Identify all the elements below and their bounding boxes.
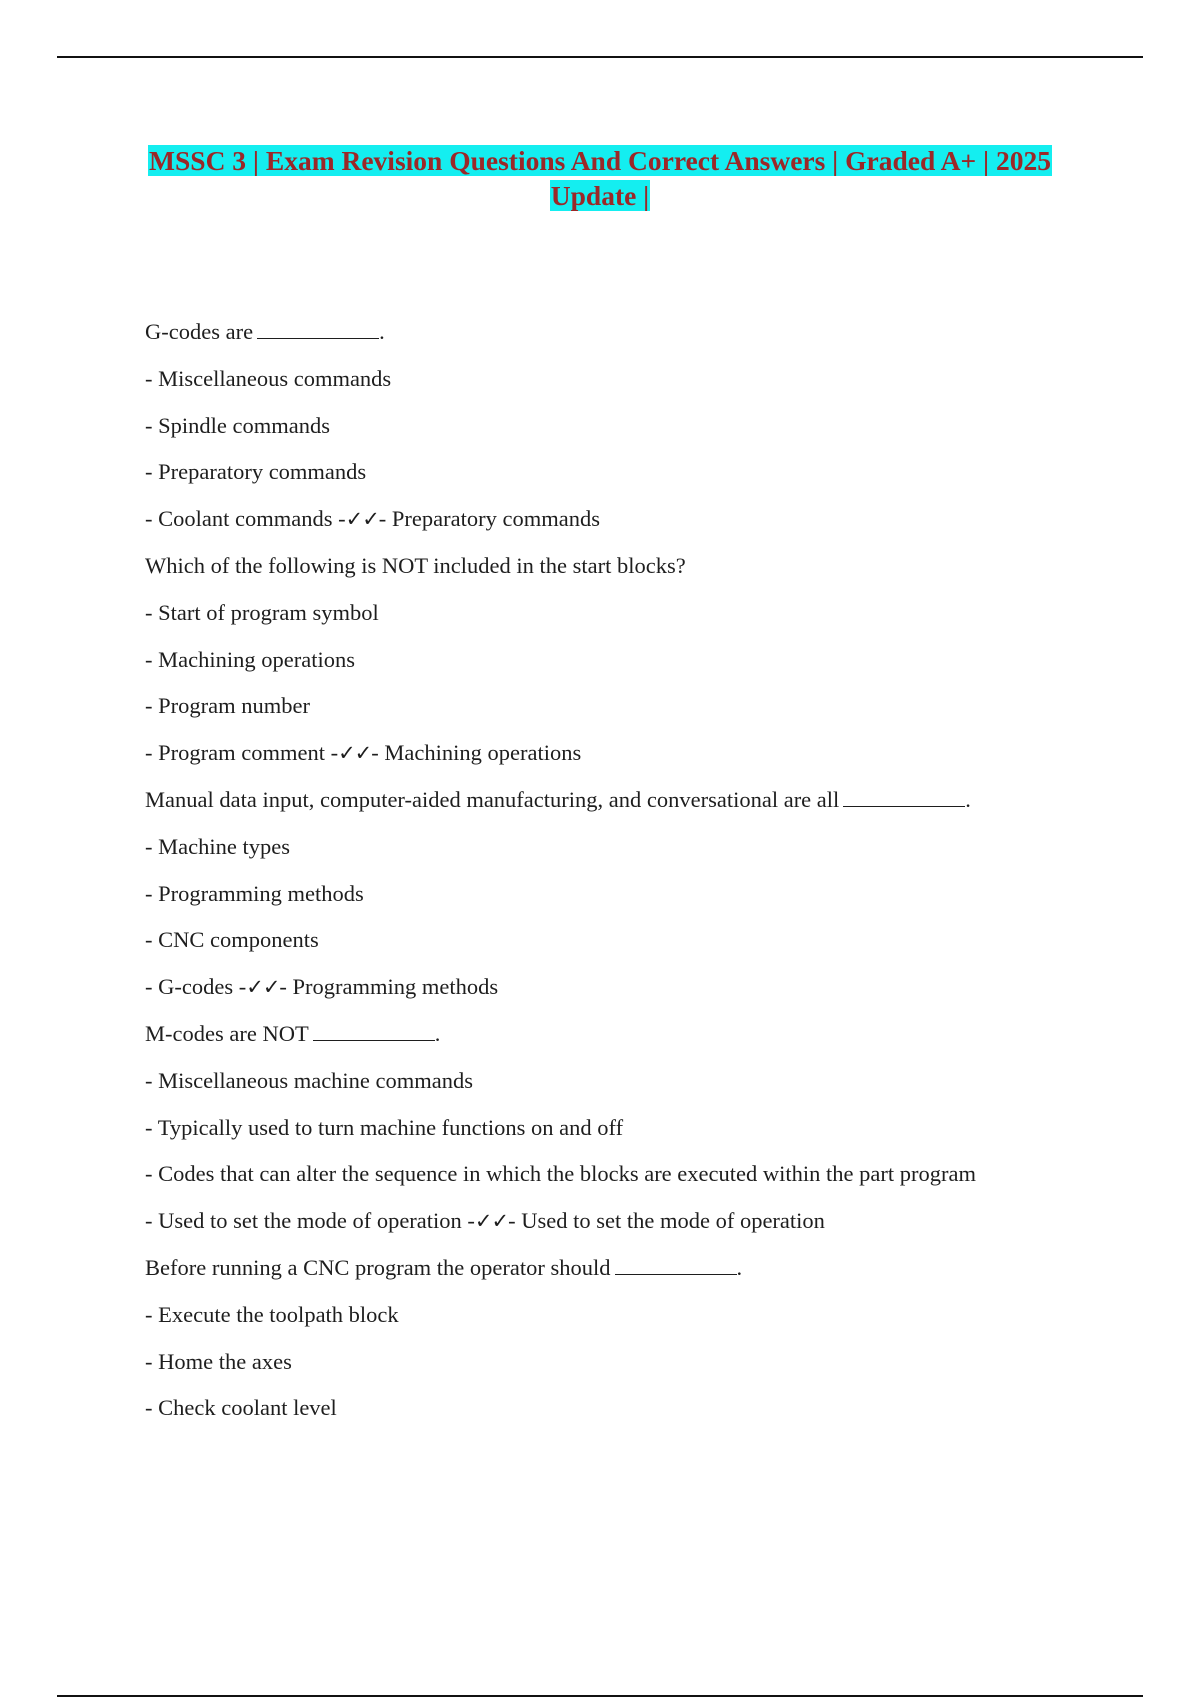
double-check-icon: ✓✓ <box>345 507 379 532</box>
question-suffix: . <box>965 786 971 812</box>
answer-line <box>145 973 1145 1001</box>
option-text: - CNC components <box>145 927 319 953</box>
question-text: M-codes are NOT <box>145 1020 309 1046</box>
option-line <box>145 833 1145 861</box>
correct-answer-text: - Preparatory commands <box>378 506 600 532</box>
double-check-icon: ✓✓ <box>246 975 280 1000</box>
option-line <box>145 1114 1145 1142</box>
answer-blank <box>257 318 379 339</box>
answer-blank <box>615 1254 737 1275</box>
top-rule <box>57 56 1143 58</box>
option-text: - G-codes - <box>145 974 247 1000</box>
option-text: - Machining operations <box>145 646 355 672</box>
option-text: - Miscellaneous machine commands <box>145 1067 474 1093</box>
answer-blank <box>843 786 965 807</box>
option-text: - Used to set the mode of operation - <box>145 1208 475 1234</box>
qa-content <box>145 318 1145 1441</box>
correct-answer-text: - Programming methods <box>279 974 499 1000</box>
option-line <box>145 880 1145 908</box>
option-text: - Execute the toolpath block <box>145 1301 399 1327</box>
option-line <box>145 1067 1145 1095</box>
question-line <box>145 318 1145 346</box>
option-text: - Spindle commands <box>145 412 330 438</box>
double-check-icon: ✓✓ <box>338 741 372 766</box>
option-text: - Coolant commands - <box>145 506 346 532</box>
title-line-1: MSSC 3 | Exam Revision Questions And Correct Answers | Graded A+ | 2025 <box>149 145 1051 176</box>
question-line <box>145 1254 1145 1282</box>
question-text: G-codes are <box>145 319 254 344</box>
question-suffix: . <box>434 1020 441 1046</box>
option-text: - Program comment - <box>145 740 339 766</box>
bottom-rule <box>57 1695 1143 1697</box>
correct-answer-text: - Machining operations <box>371 740 582 766</box>
option-text: - Program number <box>145 693 310 719</box>
option-text: - Start of program symbol <box>145 599 379 625</box>
option-line <box>145 1160 1145 1188</box>
correct-answer-text: - Used to set the mode of operation <box>508 1208 825 1234</box>
option-text: - Home the axes <box>145 1348 292 1374</box>
option-line <box>145 412 1145 440</box>
question-line <box>145 786 1145 814</box>
option-text: - Machine types <box>145 833 290 859</box>
option-text: - Preparatory commands <box>145 459 367 485</box>
option-line <box>145 365 1145 393</box>
option-text: - Check coolant level <box>145 1395 337 1421</box>
title-line-2: Update | <box>550 180 650 211</box>
option-line <box>145 1301 1145 1329</box>
answer-line <box>145 1207 1145 1235</box>
option-line <box>145 646 1145 674</box>
option-line <box>145 599 1145 627</box>
option-line <box>145 1348 1145 1376</box>
question-text: Before running a CNC program the operator should <box>145 1254 611 1280</box>
question-suffix: . <box>379 319 385 344</box>
question-line <box>145 1020 1145 1048</box>
question-text: Manual data input, computer-aided manufacturing, and conversational are all <box>145 786 840 812</box>
option-line <box>145 926 1145 954</box>
question-text: Which of the following is NOT included in the start blocks? <box>145 552 686 578</box>
question-line <box>145 552 1145 580</box>
option-text: - Miscellaneous commands <box>145 365 392 391</box>
answer-line <box>145 505 1145 533</box>
option-line <box>145 458 1145 486</box>
question-suffix: . <box>736 1254 743 1280</box>
option-line <box>145 1394 1145 1422</box>
document-title <box>100 143 1100 213</box>
answer-line <box>145 739 1145 767</box>
answer-blank <box>313 1020 435 1041</box>
option-text: - Typically used to turn machine functions on and off <box>145 1114 624 1140</box>
option-text: - Programming methods <box>145 880 364 906</box>
option-line <box>145 692 1145 720</box>
double-check-icon: ✓✓ <box>474 1209 509 1234</box>
option-text: - Codes that can alter the sequence in which the blocks are executed within the part program <box>145 1161 976 1187</box>
